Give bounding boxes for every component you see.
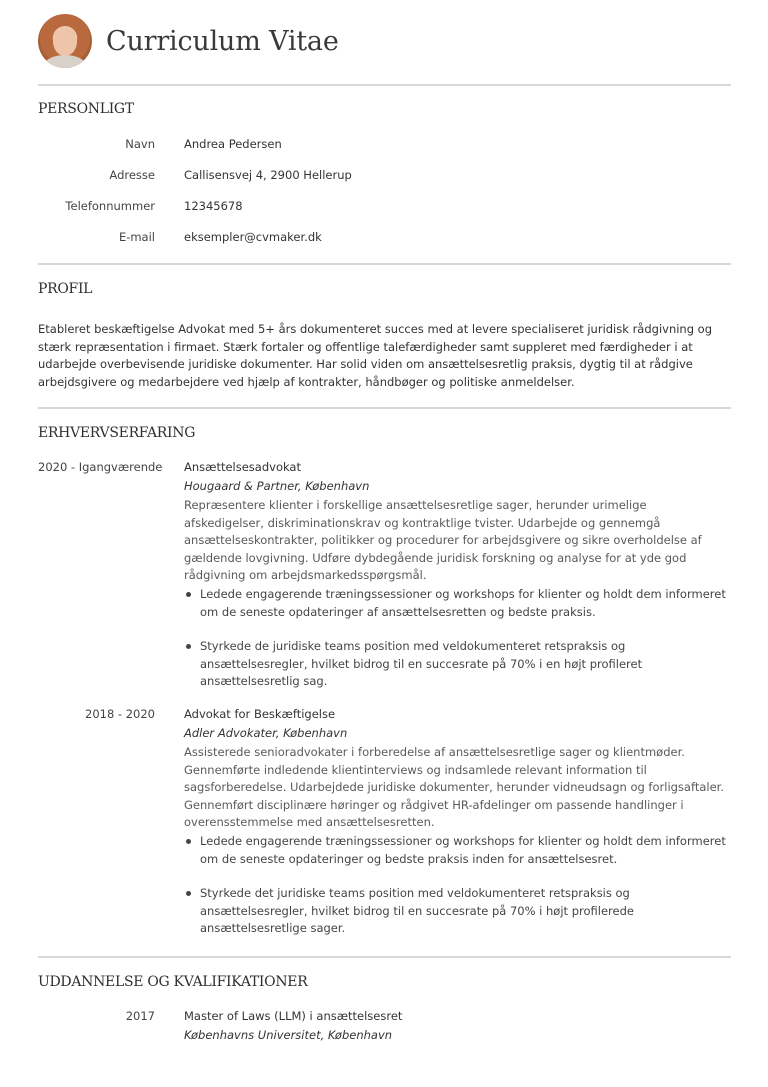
profile-text: Etableret beskæftigelse Advokat med 5+ års dokumenteret succes med at levere specialiseret juridisk rådgivning og stærk repræsentation i firmaet. Stærk fortaler og offentlige talefærdigheder samt suppleret med færdigheder i at udarbejde overbevisende juridiske dokumenter. Har solid viden om ansættelsesretlig praksis, dygtig til at rådgive arbejdsgivere og medarbejdere ved hjælp af kontrakter, håndbøger og politiske anmeldelser. [38, 322, 713, 389]
job-bullet-text: Ledede engagerende træningssessioner og workshops for klienter og holdt dem informeret om de seneste opdateringer af ansættelsesretten og bedste praksis. [200, 587, 726, 619]
job-dates: 2020 - Igangværende [38, 460, 163, 474]
personal-label: Telefonnummer [65, 199, 155, 213]
bullet-dot [186, 839, 191, 844]
job-description: Assisterede senioradvokater i forberedelse af ansættelsesretlige sager og klientmøder. Gennemførte indledende klientinterviews og indsamlede relevant information til sagsforberedelse. Udarbejdede juridiske dokumenter, herunder vidneudsagn og forligsaftaler. Gennemført disciplinære høringer og rådgivet HR-afdelinger om passende handlinger i overensstemmelse med ansættelsesretten. [184, 745, 724, 829]
job-employer: Adler Advokater, København [184, 726, 348, 740]
personal-value: 12345678 [184, 199, 243, 213]
education-school: Københavns Universitet, København [184, 1028, 393, 1042]
education-degree: Master of Laws (LLM) i ansættelsesret [184, 1009, 403, 1023]
job-bullet [184, 586, 730, 621]
cv-header [38, 12, 339, 70]
page-title: Curriculum Vitae [106, 25, 339, 57]
education-year: 2017 [125, 1009, 155, 1023]
personal-value: Callisensvej 4, 2900 Hellerup [184, 168, 352, 182]
job-bullet-text: Ledede engagerende træningssessioner og workshops for klienter og holdt dem informeret om de seneste opdateringer og bedste praksis inden for ansættelsesret. [200, 834, 726, 866]
profile-heading: PROFIL [38, 281, 93, 297]
job-bullet [184, 885, 730, 938]
job-bullet-text: Styrkede de juridiske teams position med veldokumenteret retspraksis og ansættelsesregler, hvilket bidrog til en succesrate på 70% i en højt profileret ansættelsesretlig sag. [200, 639, 643, 688]
job-description: Repræsentere klienter i forskellige ansættelsesretlige sager, herunder urimelige afskedigelser, diskriminationskrav og kontraktlige tvister. Udarbejde og gennemgå ansættelseskontrakter, politikker og procedurer for arbejdsgivere og sikre overholdelse af gældende lovgivning. Udføre dybdegående juridisk forskning og analyse for at yde god rådgivning om arbejdsmarkedsspørgsmål. [184, 498, 702, 582]
job-bullet [184, 638, 730, 691]
section-divider [38, 84, 731, 86]
avatar-shoulders [43, 55, 87, 68]
job-bullet-text: Styrkede det juridiske teams position med veldokumenteret retspraksis og ansættelsesregler, hvilket bidrog til en succesrate på 70% i højt profilerede ansættelsesretlige sager. [200, 886, 634, 935]
avatar [38, 14, 92, 68]
education-heading: UDDANNELSE OG KVALIFIKATIONER [38, 974, 308, 990]
personal-label: E-mail [118, 230, 155, 244]
job-title: Ansættelsesadvokat [184, 460, 301, 474]
section-divider [38, 956, 731, 958]
bullet-dot [186, 644, 191, 649]
personal-heading: PERSONLIGT [38, 101, 134, 117]
personal-value: Andrea Pedersen [184, 137, 282, 151]
job-bullet [184, 833, 730, 868]
section-divider [38, 407, 731, 409]
bullet-dot [186, 592, 191, 597]
personal-label: Navn [125, 137, 155, 151]
avatar-face [53, 27, 77, 56]
personal-value: eksempler@cvmaker.dk [184, 230, 322, 244]
personal-label: Adresse [109, 168, 155, 182]
job-title: Advokat for Beskæftigelse [184, 707, 336, 721]
job-employer: Hougaard & Partner, København [184, 479, 370, 493]
bullet-dot [186, 891, 191, 896]
job-dates: 2018 - 2020 [85, 707, 155, 721]
experience-heading: ERHVERVSERFARING [38, 425, 196, 441]
section-divider [38, 263, 731, 265]
